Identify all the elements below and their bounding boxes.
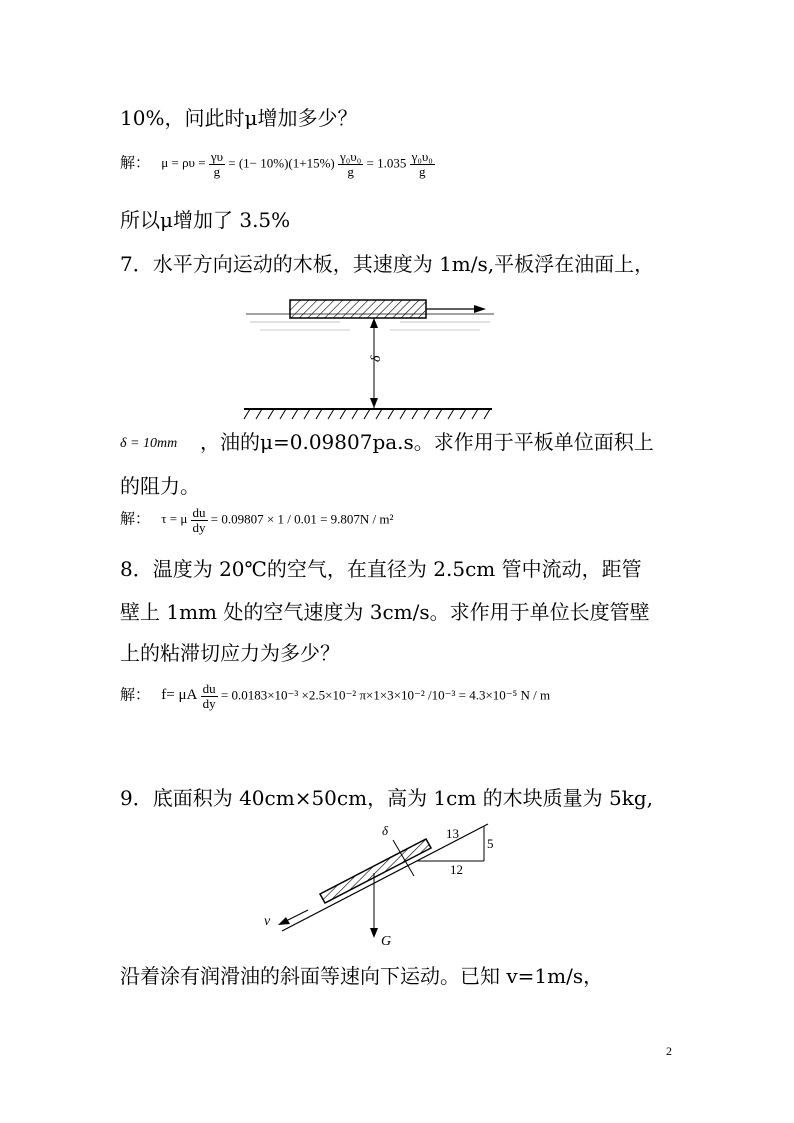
floating-plate-figure [240, 292, 500, 424]
arrow-head-icon [370, 398, 378, 408]
text-line: 10%，问此时μ增加多少？ [120, 106, 358, 130]
gravity-label: G [381, 934, 392, 949]
text-line: 上的粘滞切应力为多少？ [120, 641, 340, 665]
fraction: $\frac{\text{γ₀υ₀}}{g}$ [411, 149, 433, 179]
text-line: 壁上 1mm 处的空气速度为 3cm/s。求作用于单位长度管壁 [120, 600, 650, 624]
fraction: $\frac{du}{dy}$ [192, 505, 206, 535]
equation-shear-stress: 解： τ = μ $\frac{du}{dy}$ = 0.09807 × 1 / 0.01 = 9.807N / m² [120, 505, 394, 535]
page-number: 2 [666, 1044, 672, 1058]
solution-label: 解： [120, 155, 151, 172]
run-label: 12 [450, 862, 463, 877]
arrow-head-icon [370, 318, 378, 328]
problem-7-statement: 7．水平方向运动的木板，其速度为 1m/s,平板浮在油面上， [120, 252, 655, 276]
wooden-block [320, 839, 431, 903]
fraction: $\frac{\text{γ₀υ₀}}{g}$ [340, 149, 362, 179]
velocity-label: v [264, 914, 271, 929]
wooden-plate [290, 300, 426, 318]
solution-label: 解： [120, 687, 151, 704]
text-line: 所以μ增加了 3.5% [120, 208, 291, 232]
problem-8-statement: 8．温度为 20℃的空气，在直径为 2.5cm 管中流动，距管 [120, 557, 642, 581]
delta-label: δ [382, 823, 389, 838]
ground-hatch [244, 409, 490, 419]
rise-label: 5 [487, 836, 494, 851]
text-line: 沿着涂有润滑油的斜面等速向下运动。已知 v=1m/s， [120, 964, 604, 988]
fraction: $\frac{du}{dy}$ [202, 681, 216, 711]
fraction: $\frac{\gamma\upsilon}{g}$ [210, 149, 224, 179]
text-line: ，油的μ=0.09807pa.s。求作用于平板单位面积上 [200, 430, 654, 454]
equation-viscous-force: 解： f= μA $\frac{du}{dy}$ = 0.0183×10⁻³ ×2.5×10⁻² π×1×3×10⁻² /10⁻³ = 4.3×10⁻⁵ N / m [120, 681, 551, 711]
delta-label: δ [369, 355, 384, 362]
delta-equation: δ = 10mm [120, 436, 178, 451]
problem-9-statement: 9．底面积为 40cm×50cm，高为 1cm 的木块质量为 5kg, [120, 786, 654, 810]
hypotenuse-label: 13 [446, 826, 459, 841]
arrow-head-icon [474, 305, 486, 313]
equation-mu-increase: 解： μ = ρυ = $\frac{\gamma\upsilon}{g}$ = (1− 10%)(1+15%) $\frac{\text{γ₀υ₀}}{g}$ = 1.035 $\frac{\text{γ₀υ₀}}{g}$ [120, 149, 433, 179]
arrow-head-icon [370, 928, 378, 938]
inclined-block-figure [260, 818, 510, 956]
solution-label: 解： [120, 511, 151, 528]
text-line: 的阻力。 [120, 474, 200, 498]
arrow-head-icon [278, 917, 290, 925]
